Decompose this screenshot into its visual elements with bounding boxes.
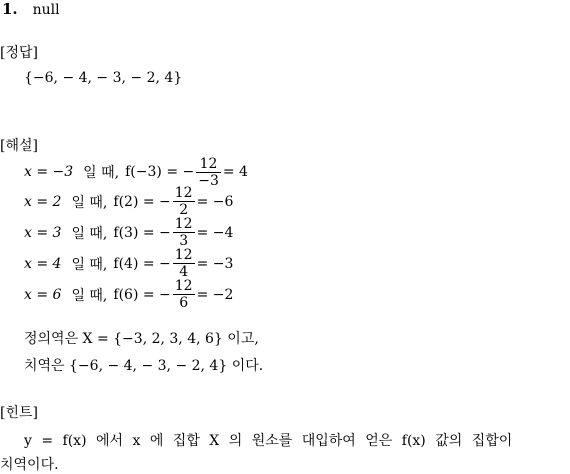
fraction-denominator: 4	[179, 264, 189, 280]
f-expr: f(3) = −	[113, 224, 171, 241]
question-number: 1.	[2, 0, 18, 18]
x-value: x = 4	[24, 255, 62, 272]
when-text: 일 때,	[71, 194, 108, 211]
when-text: 일 때,	[71, 225, 108, 242]
result: = −4	[196, 224, 234, 241]
explanation-line	[24, 279, 248, 310]
when-text: 일 때,	[71, 287, 108, 304]
fraction	[173, 217, 195, 248]
fraction	[196, 157, 221, 188]
fraction-denominator: 3	[179, 233, 189, 249]
fraction-numerator: 12	[174, 247, 193, 263]
explanation-label: [해설]	[0, 138, 38, 154]
f-expr: f(4) = −	[113, 255, 171, 272]
question-header	[2, 0, 60, 18]
domain-statement: 정의역은 X = {−3, 2, 3, 4, 6} 이고,	[24, 331, 259, 347]
when-text: 일 때,	[71, 256, 108, 273]
result: = 4	[222, 164, 248, 180]
range-statement: 치역은 {−6, − 4, − 3, − 2, 4} 이다.	[24, 358, 264, 374]
explanation-lines	[24, 155, 248, 311]
answer-value: {−6, − 4, − 3, − 2, 4}	[24, 70, 183, 86]
fraction-denominator: −3	[198, 172, 219, 189]
x-value: x = 3	[24, 224, 62, 241]
f-expr: f(2) = −	[113, 193, 171, 210]
hint-label: [힌트]	[0, 405, 38, 421]
fraction	[173, 248, 195, 279]
result: = −2	[196, 286, 234, 303]
result: = −6	[196, 193, 234, 210]
f-expr: f(−3) = −	[125, 164, 195, 180]
fraction-numerator: 12	[174, 216, 193, 232]
hint-line-2: 치역이다.	[0, 457, 59, 473]
fraction-denominator: 2	[179, 202, 189, 218]
hint-line-1: y = f(x) 에서 x 에 집합 X 의 원소를 대입하여 얻은 f(x) 값의 집합이	[24, 433, 513, 449]
x-value: x = 6	[24, 286, 62, 303]
x-value: x = 2	[24, 193, 62, 210]
explanation-line	[24, 217, 248, 248]
fraction-numerator: 12	[174, 278, 193, 294]
explanation-line	[24, 186, 248, 217]
explanation-line	[24, 155, 248, 189]
explanation-line	[24, 248, 248, 279]
fraction	[173, 186, 195, 217]
when-text: 일 때,	[83, 165, 120, 181]
question-text: null	[32, 2, 60, 18]
fraction-numerator: 12	[199, 155, 218, 172]
result: = −3	[196, 255, 234, 272]
fraction	[173, 279, 195, 310]
fraction-numerator: 12	[174, 185, 193, 201]
answer-label: [정답]	[0, 45, 38, 61]
fraction-denominator: 6	[179, 295, 189, 311]
x-value: x = −3	[24, 164, 74, 180]
f-expr: f(6) = −	[113, 286, 171, 303]
